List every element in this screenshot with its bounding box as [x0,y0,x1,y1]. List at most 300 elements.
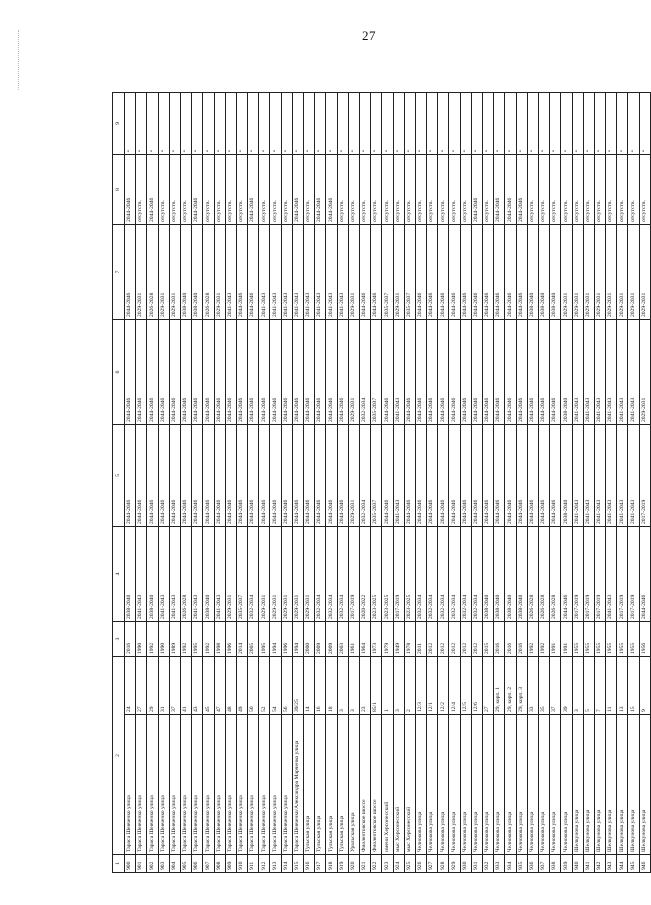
house-number-cell: 33 [527,656,538,714]
build-year-cell: 2016 [494,621,505,656]
period-col8-cell: отсутств. [617,154,628,224]
street-name-cell: Тараса Шевченко улица [270,715,281,855]
period-col8-cell: отсутств. [460,154,471,224]
row-number-cell: 915 [292,855,303,873]
period-col6-cell: 2029-2031 [639,319,650,424]
street-name-cell: Шелкунова улица [606,715,617,855]
period-col5-cell: 2044-2046 [270,424,281,526]
build-year-cell: 2009 [326,621,337,656]
period-col5-cell: 2044-2046 [125,424,136,526]
build-year-cell: 1991 [561,621,572,656]
row-number-cell: 918 [326,855,337,873]
period-col6-cell: 2044-2046 [259,319,270,424]
mark-col9-cell: • [494,92,505,154]
house-number-cell: 13 [617,656,628,714]
street-name-cell: Челнокова улица [550,715,561,855]
period-col4-cell: 2038-2040 [494,526,505,621]
period-col7-cell: 2041-2043 [337,224,348,319]
period-col5-cell: 2044-2046 [180,424,191,526]
house-number-cell: 50 [248,656,259,714]
period-col7-cell: 2041-2043 [281,224,292,319]
period-col8-cell: отсутств. [427,154,438,224]
street-name-cell: Челнокова улица [538,715,549,855]
period-col5-cell: 2044-2046 [214,424,225,526]
period-col4-cell: 2041-2043 [169,526,180,621]
period-col4-cell: 2032-2034 [471,526,482,621]
period-col6-cell: 2044-2046 [136,319,147,424]
table-row [315,92,326,872]
row-number-cell: 941 [583,855,594,873]
table-row [594,92,605,872]
street-name-cell: мыс Херсонесский [404,715,415,855]
period-col8-cell: отсутств. [236,154,247,224]
street-name-cell: Тараса Шевченко/Александра Марченко улица [292,715,303,855]
street-name-cell: Шелкунова улица [617,715,628,855]
period-col6-cell: 2044-2046 [527,319,538,424]
period-col5-cell: 2041-2043 [617,424,628,526]
period-col7-cell: 2041-2043 [259,224,270,319]
row-number-cell: 939 [561,855,572,873]
column-header: 8 [113,154,125,224]
row-number-cell: 928 [438,855,449,873]
street-name-cell: Тараса Шевченко улица [158,715,169,855]
mark-col9-cell: • [158,92,169,154]
table-frame [112,93,647,873]
mark-col9-cell: • [572,92,583,154]
table-row [538,92,549,872]
period-col5-cell: 2044-2046 [494,424,505,526]
house-number-cell: 23 [359,656,370,714]
period-col7-cell: 2029-2031 [561,224,572,319]
row-number-cell: 927 [427,855,438,873]
house-number-cell: 47 [214,656,225,714]
house-number-cell: 31 [158,656,169,714]
build-year-cell: 2016 [516,621,527,656]
house-number-cell: 35 [538,656,549,714]
period-col6-cell: 2044-2046 [427,319,438,424]
period-col4-cell: 2029-2031 [292,526,303,621]
mark-col9-cell: • [337,92,348,154]
house-number-cell: 29, корп. 3 [516,656,527,714]
period-col8-cell: 2044-2046 [248,154,259,224]
mark-col9-cell: • [505,92,516,154]
table-row [192,92,203,872]
period-col4-cell: 2038-2040 [203,526,214,621]
period-col7-cell: 2044-2046 [359,224,370,319]
table-row [527,92,538,872]
period-col7-cell: 2044-2046 [371,224,382,319]
period-col7-cell: 2041-2043 [304,224,315,319]
street-name-cell: Тараса Шевченко улица [192,715,203,855]
house-number-cell: 18 [326,656,337,714]
house-number-cell: 3 [572,656,583,714]
period-col6-cell: 2044-2046 [516,319,527,424]
period-col6-cell: 2041-2043 [583,319,594,424]
row-number-cell: 924 [393,855,404,873]
period-col8-cell: отсутств. [136,154,147,224]
row-number-cell: 943 [606,855,617,873]
build-year-cell: 2012 [471,621,482,656]
house-number-cell: 43 [192,656,203,714]
period-col8-cell: отсутств. [449,154,460,224]
street-name-cell: Тараса Шевченко улица [281,715,292,855]
period-col4-cell: 2029-2031 [304,526,315,621]
build-year-cell: 1973 [371,621,382,656]
column-header: 1 [113,855,125,873]
house-number-cell: 24 [125,656,136,714]
period-col7-cell: 2029-2031 [169,224,180,319]
period-col4-cell: 2017-2019 [583,526,594,621]
row-number-cell: 921 [359,855,370,873]
period-col5-cell: 2044-2046 [483,424,494,526]
mark-col9-cell: • [225,92,236,154]
period-col5-cell: 2041-2043 [393,424,404,526]
period-col5-cell: 2044-2046 [304,424,315,526]
build-year-cell: 2003 [337,621,348,656]
table-row [236,92,247,872]
row-number-cell: 914 [281,855,292,873]
period-col8-cell: 2044-2046 [292,154,303,224]
mark-col9-cell: • [147,92,158,154]
row-number-cell: 944 [617,855,628,873]
row-number-cell: 902 [147,855,158,873]
header-row [113,92,125,872]
table-row [628,92,639,872]
period-col5-cell: 2044-2046 [449,424,460,526]
table-row [617,92,628,872]
house-number-cell: 7 [594,656,605,714]
period-col8-cell: отсутств. [438,154,449,224]
build-year-cell: 2012 [427,621,438,656]
table-row [606,92,617,872]
period-col4-cell: 2044-2046 [639,526,650,621]
period-col4-cell: 2038-2040 [147,526,158,621]
period-col5-cell: 2044-2046 [169,424,180,526]
mark-col9-cell: • [169,92,180,154]
build-year-cell: 2014 [236,621,247,656]
period-col7-cell: 2044-2046 [494,224,505,319]
period-col4-cell: 2032-2034 [326,526,337,621]
row-number-cell: 935 [516,855,527,873]
period-col4-cell: 2029-2031 [225,526,236,621]
mark-col9-cell: • [371,92,382,154]
row-number-cell: 903 [158,855,169,873]
period-col4-cell: 2017-2019 [628,526,639,621]
build-year-cell: 1956 [639,621,650,656]
period-col5-cell: 2038-2040 [561,424,572,526]
mark-col9-cell: • [292,92,303,154]
capital-repair-table [112,92,651,873]
period-col4-cell: 2038-2040 [483,526,494,621]
period-col5-cell: 2044-2046 [427,424,438,526]
period-col4-cell: 2038-2040 [516,526,527,621]
period-col6-cell: 2044-2046 [125,319,136,424]
period-col7-cell: 2029-2031 [572,224,583,319]
table-row [225,92,236,872]
build-year-cell: 1955 [617,621,628,656]
build-year-cell: 1955 [628,621,639,656]
table-row [460,92,471,872]
street-name-cell: Челнокова улица [483,715,494,855]
period-col6-cell: 2044-2046 [203,319,214,424]
table-row [147,92,158,872]
column-header: 3 [113,621,125,656]
period-col8-cell: отсутств. [337,154,348,224]
period-col8-cell: отсутств. [270,154,281,224]
row-number-cell: 906 [192,855,203,873]
row-number-cell: 942 [594,855,605,873]
period-col6-cell: 2044-2046 [225,319,236,424]
period-col6-cell: 2044-2046 [538,319,549,424]
period-col7-cell: 2044-2046 [248,224,259,319]
build-year-cell: 2015 [483,621,494,656]
period-col8-cell: отсутств. [348,154,359,224]
table-row [326,92,337,872]
period-col5-cell: 2044-2046 [158,424,169,526]
period-col4-cell: 2026-2028 [180,526,191,621]
row-number-cell: 901 [136,855,147,873]
row-number-cell: 932 [483,855,494,873]
row-number-cell: 922 [371,855,382,873]
street-name-cell: Шелкунова улица [572,715,583,855]
period-col6-cell: 2029-2031 [348,319,359,424]
mark-col9-cell: • [550,92,561,154]
row-number-cell: 917 [315,855,326,873]
street-name-cell: Челнокова улица [438,715,449,855]
mark-col9-cell: • [348,92,359,154]
house-number-cell: 15 [628,656,639,714]
house-number-cell: 11 [606,656,617,714]
build-year-cell: 1991 [550,621,561,656]
period-col6-cell: 2044-2046 [404,319,415,424]
period-col5-cell: 2044-2046 [337,424,348,526]
period-col7-cell: 2035-2037 [404,224,415,319]
build-year-cell: 1996 [225,621,236,656]
table-row [180,92,191,872]
period-col8-cell: отсутств. [639,154,650,224]
build-year-cell: 1998 [214,621,225,656]
period-col6-cell: 2044-2046 [382,319,393,424]
build-year-cell: 2012 [438,621,449,656]
row-number-cell: 929 [449,855,460,873]
period-col7-cell: 2044-2046 [516,224,527,319]
period-col8-cell: отсутств. [203,154,214,224]
mark-col9-cell: • [527,92,538,154]
period-col4-cell: 2041-2043 [606,526,617,621]
table-row [169,92,180,872]
mark-col9-cell: • [281,92,292,154]
mark-col9-cell: • [236,92,247,154]
period-col7-cell: 2029-2031 [594,224,605,319]
mark-col9-cell: • [203,92,214,154]
period-col6-cell: 2044-2046 [180,319,191,424]
street-name-cell: мыс Херсонесский [393,715,404,855]
period-col6-cell: 2044-2046 [281,319,292,424]
period-col5-cell: 2044-2046 [460,424,471,526]
period-col6-cell: 2044-2046 [158,319,169,424]
period-col7-cell: 2029-2031 [639,224,650,319]
period-col5-cell: 2044-2046 [236,424,247,526]
period-col8-cell: отсутств. [180,154,191,224]
period-col4-cell: 2029-2031 [259,526,270,621]
row-number-cell: 934 [505,855,516,873]
house-number-cell: 27 [136,656,147,714]
period-col4-cell: 2032-2034 [415,526,426,621]
period-col5-cell: 2029-2031 [348,424,359,526]
house-number-cell: 49 [236,656,247,714]
period-col6-cell: 2035-2037 [371,319,382,424]
period-col6-cell: 2044-2046 [326,319,337,424]
period-col5-cell: 2041-2043 [594,424,605,526]
period-col5-cell: 2017-2019 [639,424,650,526]
period-col6-cell: 2041-2043 [628,319,639,424]
period-col4-cell: 2032-2034 [248,526,259,621]
period-col8-cell: отсутств. [606,154,617,224]
mark-col9-cell: • [180,92,191,154]
period-col5-cell: 2044-2046 [281,424,292,526]
mark-col9-cell: • [192,92,203,154]
mark-col9-cell: • [382,92,393,154]
period-col8-cell: отсутств. [550,154,561,224]
house-number-cell: 3 [337,656,348,714]
period-col7-cell: 2026-2028 [147,224,158,319]
period-col6-cell: 2044-2046 [505,319,516,424]
street-name-cell: Шелкунова улица [594,715,605,855]
house-number-cell: 39/25 [292,656,303,714]
period-col8-cell: отсутств. [538,154,549,224]
street-name-cell: Тараса Шевченко улица [203,715,214,855]
build-year-cell: 1949 [393,621,404,656]
table-row [348,92,359,872]
period-col8-cell: 2044-2046 [494,154,505,224]
period-col4-cell: 2017-2019 [572,526,583,621]
period-col6-cell: 2044-2046 [315,319,326,424]
build-year-cell: 2016 [505,621,516,656]
table-row [371,92,382,872]
table-row [125,92,136,872]
period-col8-cell: отсутств. [225,154,236,224]
row-number-cell: 919 [337,855,348,873]
period-col4-cell: 2032-2034 [337,526,348,621]
row-number-cell: 916 [304,855,315,873]
street-name-cell: Тульская улица [304,715,315,855]
street-name-cell: Тараса Шевченко улица [125,715,136,855]
house-number-cell: 12/3 [415,656,426,714]
table-row [281,92,292,872]
street-name-cell: Уральская улица [348,715,359,855]
period-col4-cell: 2017-2019 [617,526,628,621]
period-col4-cell: 2038-2040 [125,526,136,621]
build-year-cell: 1955 [594,621,605,656]
row-number-cell: 923 [382,855,393,873]
period-col5-cell: 2044-2046 [147,424,158,526]
table-row [438,92,449,872]
street-name-cell: Челнокова улица [505,715,516,855]
period-col6-cell: 2041-2043 [594,319,605,424]
house-number-cell: 85/1 [371,656,382,714]
period-col7-cell: 2038-2040 [180,224,191,319]
period-col4-cell: 2020-2022 [359,526,370,621]
house-number-cell: 12/1 [427,656,438,714]
row-number-cell: 925 [404,855,415,873]
build-year-cell: 1978 [404,621,415,656]
period-col5-cell: 2044-2046 [527,424,538,526]
table-row [404,92,415,872]
period-col6-cell: 2044-2046 [460,319,471,424]
table-row [561,92,572,872]
period-col7-cell: 2029-2031 [606,224,617,319]
period-col4-cell: 2023-2025 [404,526,415,621]
period-col8-cell: отсутств. [527,154,538,224]
street-name-cell: Тульская улица [315,715,326,855]
period-col4-cell: 2026-2028 [527,526,538,621]
mark-col9-cell: • [315,92,326,154]
house-number-cell: 5 [583,656,594,714]
period-col7-cell: 2029-2031 [583,224,594,319]
period-col8-cell: отсутств. [304,154,315,224]
build-year-cell: 1955 [572,621,583,656]
row-number-cell: 936 [527,855,538,873]
row-number-cell: 933 [494,855,505,873]
period-col8-cell: отсутств. [281,154,292,224]
mark-col9-cell: • [606,92,617,154]
period-col6-cell: 2041-2043 [572,319,583,424]
period-col4-cell: 2023-2025 [382,526,393,621]
build-year-cell: 1992 [527,621,538,656]
period-col5-cell: 2044-2046 [192,424,203,526]
period-col4-cell: 2026-2028 [550,526,561,621]
period-col7-cell: 2044-2046 [125,224,136,319]
rotated-sheet [112,93,647,873]
period-col8-cell: отсутств. [594,154,605,224]
mark-col9-cell: • [359,92,370,154]
period-col7-cell: 2044-2046 [483,224,494,319]
period-col6-cell: 2044-2046 [438,319,449,424]
house-number-cell: 56 [281,656,292,714]
street-name-cell: Шелкунова улица [628,715,639,855]
period-col6-cell: 2041-2043 [393,319,404,424]
period-col8-cell: отсутств. [382,154,393,224]
mark-col9-cell: • [538,92,549,154]
period-col4-cell: 2029-2031 [281,526,292,621]
margin-mark [18,30,20,90]
table-row [415,92,426,872]
street-name-cell: Челнокова улица [561,715,572,855]
table-row [639,92,650,872]
street-name-cell: Челнокова улица [471,715,482,855]
house-number-cell: 41 [180,656,191,714]
period-col7-cell: 2029-2031 [628,224,639,319]
period-col6-cell: 2044-2046 [337,319,348,424]
period-col7-cell: 2041-2043 [315,224,326,319]
street-name-cell: Тараса Шевченко улица [259,715,270,855]
street-name-cell: Тараса Шевченко улица [214,715,225,855]
build-year-cell: 1995 [259,621,270,656]
mark-col9-cell: • [404,92,415,154]
mark-col9-cell: • [516,92,527,154]
row-number-cell: 909 [225,855,236,873]
build-year-cell: 1996 [281,621,292,656]
house-number-cell: 14 [304,656,315,714]
table-row [393,92,404,872]
house-number-cell: 12/4 [449,656,460,714]
house-number-cell: 52 [259,656,270,714]
period-col7-cell: 2038-2040 [538,224,549,319]
period-col6-cell: 2044-2046 [214,319,225,424]
period-col8-cell: 2044-2046 [516,154,527,224]
house-number-cell: 27 [483,656,494,714]
row-number-cell: 940 [572,855,583,873]
